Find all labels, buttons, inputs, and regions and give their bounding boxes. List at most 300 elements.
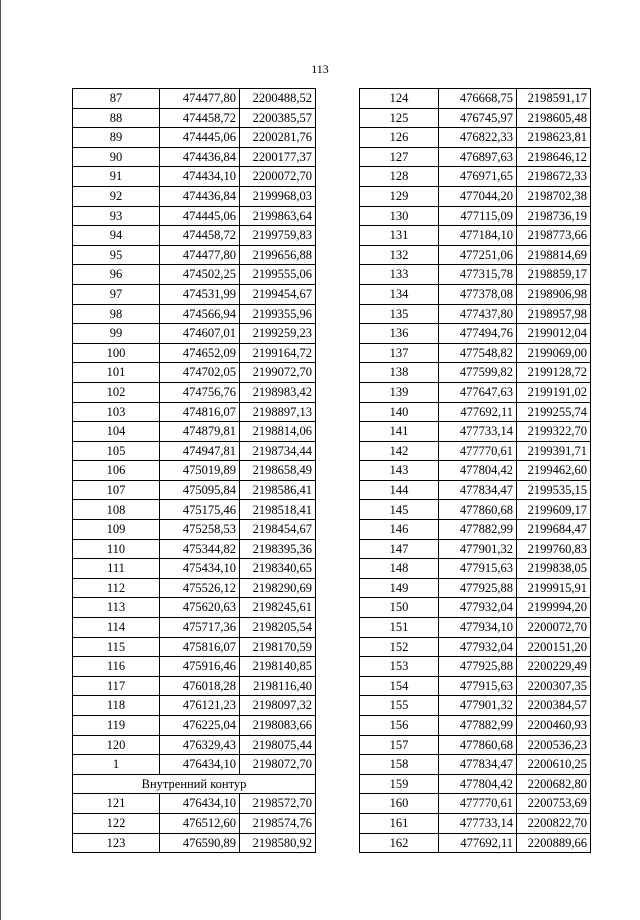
point-number-cell: 90 <box>73 147 160 167</box>
table-row <box>360 89 591 109</box>
x-coordinate-cell: 477251,06 <box>439 245 517 265</box>
x-coordinate-cell: 475175,46 <box>160 500 240 520</box>
table-row <box>360 833 591 853</box>
x-coordinate-cell: 477733,14 <box>439 813 517 833</box>
x-coordinate-cell: 477804,42 <box>439 774 517 794</box>
x-coordinate-cell: 477932,04 <box>439 598 517 618</box>
table-row <box>360 813 591 833</box>
y-coordinate-cell: 2198245,61 <box>240 598 316 618</box>
point-number-cell: 125 <box>360 108 439 128</box>
table-row <box>360 226 591 246</box>
x-coordinate-cell: 476434,10 <box>160 755 240 775</box>
y-coordinate-cell: 2199555,06 <box>240 265 316 285</box>
coordinates-table-left-body <box>73 89 316 853</box>
point-number-cell: 142 <box>360 441 439 461</box>
table-row <box>360 500 591 520</box>
point-number-cell: 127 <box>360 147 439 167</box>
point-number-cell: 111 <box>73 559 160 579</box>
y-coordinate-cell: 2199069,00 <box>517 343 591 363</box>
table-row <box>73 324 316 344</box>
x-coordinate-cell: 477437,80 <box>439 304 517 324</box>
point-number-cell: 153 <box>360 657 439 677</box>
table-row <box>360 755 591 775</box>
y-coordinate-cell: 2198454,67 <box>240 520 316 540</box>
point-number-cell: 99 <box>73 324 160 344</box>
x-coordinate-cell: 474477,80 <box>160 89 240 109</box>
y-coordinate-cell: 2200822,70 <box>517 813 591 833</box>
x-coordinate-cell: 475717,36 <box>160 618 240 638</box>
x-coordinate-cell: 474458,72 <box>160 226 240 246</box>
x-coordinate-cell: 474445,06 <box>160 128 240 148</box>
x-coordinate-cell: 474947,81 <box>160 441 240 461</box>
y-coordinate-cell: 2198957,98 <box>517 304 591 324</box>
point-number-cell: 133 <box>360 265 439 285</box>
y-coordinate-cell: 2198205,54 <box>240 618 316 638</box>
y-coordinate-cell: 2200536,23 <box>517 735 591 755</box>
y-coordinate-cell: 2198340,65 <box>240 559 316 579</box>
point-number-cell: 89 <box>73 128 160 148</box>
point-number-cell: 130 <box>360 206 439 226</box>
point-number-cell: 108 <box>73 500 160 520</box>
y-coordinate-cell: 2200385,57 <box>240 108 316 128</box>
point-number-cell: 93 <box>73 206 160 226</box>
point-number-cell: 129 <box>360 186 439 206</box>
y-coordinate-cell: 2200072,70 <box>240 167 316 187</box>
point-number-cell: 104 <box>73 422 160 442</box>
page-number: 113 <box>311 62 329 76</box>
x-coordinate-cell: 477770,61 <box>439 441 517 461</box>
table-row <box>73 422 316 442</box>
table-row <box>73 716 316 736</box>
point-number-cell: 113 <box>73 598 160 618</box>
point-number-cell: 156 <box>360 716 439 736</box>
x-coordinate-cell: 477834,47 <box>439 755 517 775</box>
table-row <box>73 794 316 814</box>
y-coordinate-cell: 2200281,76 <box>240 128 316 148</box>
x-coordinate-cell: 474445,06 <box>160 206 240 226</box>
y-coordinate-cell: 2199191,02 <box>517 382 591 402</box>
y-coordinate-cell: 2199535,15 <box>517 480 591 500</box>
point-number-cell: 105 <box>73 441 160 461</box>
point-number-cell: 137 <box>360 343 439 363</box>
table-row <box>73 461 316 481</box>
table-row <box>73 226 316 246</box>
x-coordinate-cell: 476018,28 <box>160 676 240 696</box>
x-coordinate-cell: 475816,07 <box>160 637 240 657</box>
x-coordinate-cell: 477901,32 <box>439 696 517 716</box>
point-number-cell: 112 <box>73 578 160 598</box>
x-coordinate-cell: 477692,11 <box>439 402 517 422</box>
table-row <box>73 186 316 206</box>
x-coordinate-cell: 474434,10 <box>160 167 240 187</box>
table-row <box>360 539 591 559</box>
y-coordinate-cell: 2199012,04 <box>517 324 591 344</box>
y-coordinate-cell: 2199863,64 <box>240 206 316 226</box>
point-number-cell: 128 <box>360 167 439 187</box>
x-coordinate-cell: 476121,23 <box>160 696 240 716</box>
y-coordinate-cell: 2199838,05 <box>517 559 591 579</box>
point-number-cell: 114 <box>73 618 160 638</box>
x-coordinate-cell: 477934,10 <box>439 618 517 638</box>
table-row <box>73 284 316 304</box>
point-number-cell: 96 <box>73 265 160 285</box>
x-coordinate-cell: 477647,63 <box>439 382 517 402</box>
table-row <box>360 578 591 598</box>
x-coordinate-cell: 477834,47 <box>439 480 517 500</box>
x-coordinate-cell: 476822,33 <box>439 128 517 148</box>
x-coordinate-cell: 474879,81 <box>160 422 240 442</box>
y-coordinate-cell: 2199454,67 <box>240 284 316 304</box>
table-row <box>360 147 591 167</box>
point-number-cell: 131 <box>360 226 439 246</box>
table-row <box>73 637 316 657</box>
point-number-cell: 144 <box>360 480 439 500</box>
y-coordinate-cell: 2199609,17 <box>517 500 591 520</box>
table-row <box>73 265 316 285</box>
y-coordinate-cell: 2198097,32 <box>240 696 316 716</box>
point-number-cell: 136 <box>360 324 439 344</box>
y-coordinate-cell: 2198395,36 <box>240 539 316 559</box>
point-number-cell: 139 <box>360 382 439 402</box>
point-number-cell: 154 <box>360 676 439 696</box>
table-row <box>360 343 591 363</box>
table-row <box>360 108 591 128</box>
point-number-cell: 126 <box>360 128 439 148</box>
x-coordinate-cell: 475916,46 <box>160 657 240 677</box>
table-row <box>73 402 316 422</box>
y-coordinate-cell: 2198290,69 <box>240 578 316 598</box>
y-coordinate-cell: 2199128,72 <box>517 363 591 383</box>
table-row <box>360 716 591 736</box>
table-row <box>360 324 591 344</box>
point-number-cell: 116 <box>73 657 160 677</box>
x-coordinate-cell: 474436,84 <box>160 186 240 206</box>
y-coordinate-cell: 2198605,48 <box>517 108 591 128</box>
y-coordinate-cell: 2198116,40 <box>240 676 316 696</box>
y-coordinate-cell: 2198734,44 <box>240 441 316 461</box>
y-coordinate-cell: 2200177,37 <box>240 147 316 167</box>
y-coordinate-cell: 2200229,49 <box>517 657 591 677</box>
table-row <box>73 245 316 265</box>
y-coordinate-cell: 2199759,83 <box>240 226 316 246</box>
y-coordinate-cell: 2200610,25 <box>517 755 591 775</box>
point-number-cell: 123 <box>73 833 160 853</box>
y-coordinate-cell: 2198983,42 <box>240 382 316 402</box>
x-coordinate-cell: 475526,12 <box>160 578 240 598</box>
y-coordinate-cell: 2200151,20 <box>517 637 591 657</box>
y-coordinate-cell: 2198140,85 <box>240 657 316 677</box>
y-coordinate-cell: 2200889,66 <box>517 833 591 853</box>
y-coordinate-cell: 2198646,12 <box>517 147 591 167</box>
point-number-cell: 141 <box>360 422 439 442</box>
table-row <box>360 304 591 324</box>
y-coordinate-cell: 2198859,17 <box>517 265 591 285</box>
x-coordinate-cell: 476897,63 <box>439 147 517 167</box>
y-coordinate-cell: 2198736,19 <box>517 206 591 226</box>
point-number-cell: 92 <box>73 186 160 206</box>
y-coordinate-cell: 2199656,88 <box>240 245 316 265</box>
table-row <box>360 559 591 579</box>
point-number-cell: 152 <box>360 637 439 657</box>
x-coordinate-cell: 477044,20 <box>439 186 517 206</box>
y-coordinate-cell: 2200384,57 <box>517 696 591 716</box>
table-row <box>360 774 591 794</box>
point-number-cell: 94 <box>73 226 160 246</box>
y-coordinate-cell: 2200460,93 <box>517 716 591 736</box>
table-row <box>360 794 591 814</box>
y-coordinate-cell: 2198814,06 <box>240 422 316 442</box>
table-row <box>73 520 316 540</box>
x-coordinate-cell: 475258,53 <box>160 520 240 540</box>
point-number-cell: 91 <box>73 167 160 187</box>
table-row <box>360 461 591 481</box>
y-coordinate-cell: 2198170,59 <box>240 637 316 657</box>
point-number-cell: 140 <box>360 402 439 422</box>
point-number-cell: 1 <box>73 755 160 775</box>
y-coordinate-cell: 2199684,47 <box>517 520 591 540</box>
x-coordinate-cell: 477804,42 <box>439 461 517 481</box>
table-row <box>73 108 316 128</box>
y-coordinate-cell: 2199391,71 <box>517 441 591 461</box>
x-coordinate-cell: 476668,75 <box>439 89 517 109</box>
x-coordinate-cell: 475620,63 <box>160 598 240 618</box>
table-row <box>73 696 316 716</box>
table-row <box>73 618 316 638</box>
point-number-cell: 155 <box>360 696 439 716</box>
point-number-cell: 95 <box>73 245 160 265</box>
y-coordinate-cell: 2198574,76 <box>240 813 316 833</box>
table-row <box>360 618 591 638</box>
table-row <box>73 735 316 755</box>
table-row <box>360 206 591 226</box>
point-number-cell: 100 <box>73 343 160 363</box>
x-coordinate-cell: 477915,63 <box>439 676 517 696</box>
coordinates-table-left <box>72 88 316 853</box>
table-row <box>360 186 591 206</box>
point-number-cell: 107 <box>73 480 160 500</box>
y-coordinate-cell: 2199322,70 <box>517 422 591 442</box>
table-row <box>360 637 591 657</box>
x-coordinate-cell: 476434,10 <box>160 794 240 814</box>
x-coordinate-cell: 477860,68 <box>439 735 517 755</box>
y-coordinate-cell: 2198072,70 <box>240 755 316 775</box>
point-number-cell: 106 <box>73 461 160 481</box>
table-row <box>73 676 316 696</box>
y-coordinate-cell: 2200072,70 <box>517 618 591 638</box>
point-number-cell: 101 <box>73 363 160 383</box>
point-number-cell: 138 <box>360 363 439 383</box>
point-number-cell: 97 <box>73 284 160 304</box>
y-coordinate-cell: 2198623,81 <box>517 128 591 148</box>
coordinates-table-right <box>359 88 591 853</box>
x-coordinate-cell: 476745,97 <box>439 108 517 128</box>
x-coordinate-cell: 474477,80 <box>160 245 240 265</box>
x-coordinate-cell: 477925,88 <box>439 657 517 677</box>
section-row <box>73 774 316 794</box>
point-number-cell: 124 <box>360 89 439 109</box>
x-coordinate-cell: 477184,10 <box>439 226 517 246</box>
x-coordinate-cell: 474436,84 <box>160 147 240 167</box>
point-number-cell: 115 <box>73 637 160 657</box>
x-coordinate-cell: 474566,94 <box>160 304 240 324</box>
table-row <box>360 265 591 285</box>
table-row <box>73 480 316 500</box>
table-row <box>73 813 316 833</box>
table-row <box>360 363 591 383</box>
y-coordinate-cell: 2198658,49 <box>240 461 316 481</box>
x-coordinate-cell: 477115,09 <box>439 206 517 226</box>
x-coordinate-cell: 474531,99 <box>160 284 240 304</box>
point-number-cell: 150 <box>360 598 439 618</box>
point-number-cell: 87 <box>73 89 160 109</box>
y-coordinate-cell: 2198702,38 <box>517 186 591 206</box>
x-coordinate-cell: 475019,89 <box>160 461 240 481</box>
y-coordinate-cell: 2198906,98 <box>517 284 591 304</box>
x-coordinate-cell: 477548,82 <box>439 343 517 363</box>
table-row <box>360 167 591 187</box>
x-coordinate-cell: 474702,05 <box>160 363 240 383</box>
table-row <box>360 598 591 618</box>
y-coordinate-cell: 2198586,41 <box>240 480 316 500</box>
y-coordinate-cell: 2199255,74 <box>517 402 591 422</box>
x-coordinate-cell: 477378,08 <box>439 284 517 304</box>
coordinates-table-right-body <box>360 89 591 853</box>
table-row <box>73 343 316 363</box>
x-coordinate-cell: 477901,32 <box>439 539 517 559</box>
point-number-cell: 120 <box>73 735 160 755</box>
table-row <box>360 696 591 716</box>
table-row <box>73 833 316 853</box>
table-row <box>360 422 591 442</box>
table-row <box>73 755 316 775</box>
x-coordinate-cell: 477882,99 <box>439 520 517 540</box>
table-row <box>73 147 316 167</box>
table-row <box>73 304 316 324</box>
table-row <box>73 578 316 598</box>
table-row <box>73 559 316 579</box>
y-coordinate-cell: 2199915,91 <box>517 578 591 598</box>
x-coordinate-cell: 474652,09 <box>160 343 240 363</box>
x-coordinate-cell: 474816,07 <box>160 402 240 422</box>
point-number-cell: 148 <box>360 559 439 579</box>
point-number-cell: 135 <box>360 304 439 324</box>
x-coordinate-cell: 477915,63 <box>439 559 517 579</box>
x-coordinate-cell: 477315,78 <box>439 265 517 285</box>
x-coordinate-cell: 475434,10 <box>160 559 240 579</box>
x-coordinate-cell: 476590,89 <box>160 833 240 853</box>
y-coordinate-cell: 2198814,69 <box>517 245 591 265</box>
x-coordinate-cell: 474458,72 <box>160 108 240 128</box>
table-row <box>73 598 316 618</box>
y-coordinate-cell: 2198591,17 <box>517 89 591 109</box>
point-number-cell: 158 <box>360 755 439 775</box>
table-row <box>73 206 316 226</box>
point-number-cell: 143 <box>360 461 439 481</box>
x-coordinate-cell: 476512,60 <box>160 813 240 833</box>
point-number-cell: 103 <box>73 402 160 422</box>
point-number-cell: 122 <box>73 813 160 833</box>
x-coordinate-cell: 477599,82 <box>439 363 517 383</box>
table-row <box>73 539 316 559</box>
table-row <box>73 89 316 109</box>
table-row <box>360 128 591 148</box>
point-number-cell: 121 <box>73 794 160 814</box>
y-coordinate-cell: 2198897,13 <box>240 402 316 422</box>
y-coordinate-cell: 2198075,44 <box>240 735 316 755</box>
table-row <box>73 382 316 402</box>
y-coordinate-cell: 2198580,92 <box>240 833 316 853</box>
x-coordinate-cell: 477882,99 <box>439 716 517 736</box>
point-number-cell: 162 <box>360 833 439 853</box>
point-number-cell: 118 <box>73 696 160 716</box>
y-coordinate-cell: 2199072,70 <box>240 363 316 383</box>
table-row <box>360 284 591 304</box>
point-number-cell: 146 <box>360 520 439 540</box>
y-coordinate-cell: 2199968,03 <box>240 186 316 206</box>
point-number-cell: 159 <box>360 774 439 794</box>
table-row <box>360 520 591 540</box>
point-number-cell: 134 <box>360 284 439 304</box>
point-number-cell: 145 <box>360 500 439 520</box>
y-coordinate-cell: 2200682,80 <box>517 774 591 794</box>
point-number-cell: 119 <box>73 716 160 736</box>
x-coordinate-cell: 477770,61 <box>439 794 517 814</box>
table-row <box>360 657 591 677</box>
x-coordinate-cell: 477494,76 <box>439 324 517 344</box>
table-row <box>73 128 316 148</box>
y-coordinate-cell: 2199259,23 <box>240 324 316 344</box>
x-coordinate-cell: 477733,14 <box>439 422 517 442</box>
section-title-inner-contour: Внутренний контур <box>73 774 316 794</box>
x-coordinate-cell: 476329,43 <box>160 735 240 755</box>
x-coordinate-cell: 475344,82 <box>160 539 240 559</box>
point-number-cell: 102 <box>73 382 160 402</box>
x-coordinate-cell: 474756,76 <box>160 382 240 402</box>
x-coordinate-cell: 477860,68 <box>439 500 517 520</box>
table-row <box>360 382 591 402</box>
table-row <box>73 441 316 461</box>
y-coordinate-cell: 2199994,20 <box>517 598 591 618</box>
y-coordinate-cell: 2200488,52 <box>240 89 316 109</box>
x-coordinate-cell: 477925,88 <box>439 578 517 598</box>
point-number-cell: 149 <box>360 578 439 598</box>
y-coordinate-cell: 2198518,41 <box>240 500 316 520</box>
y-coordinate-cell: 2198672,33 <box>517 167 591 187</box>
table-row <box>360 480 591 500</box>
y-coordinate-cell: 2199355,96 <box>240 304 316 324</box>
table-row <box>360 245 591 265</box>
point-number-cell: 132 <box>360 245 439 265</box>
table-row <box>360 441 591 461</box>
point-number-cell: 117 <box>73 676 160 696</box>
x-coordinate-cell: 477692,11 <box>439 833 517 853</box>
x-coordinate-cell: 476971,65 <box>439 167 517 187</box>
page-edge <box>0 0 1 920</box>
point-number-cell: 161 <box>360 813 439 833</box>
point-number-cell: 110 <box>73 539 160 559</box>
y-coordinate-cell: 2200753,69 <box>517 794 591 814</box>
x-coordinate-cell: 474502,25 <box>160 265 240 285</box>
point-number-cell: 160 <box>360 794 439 814</box>
point-number-cell: 147 <box>360 539 439 559</box>
table-row <box>73 500 316 520</box>
x-coordinate-cell: 475095,84 <box>160 480 240 500</box>
point-number-cell: 157 <box>360 735 439 755</box>
x-coordinate-cell: 476225,04 <box>160 716 240 736</box>
point-number-cell: 98 <box>73 304 160 324</box>
y-coordinate-cell: 2199462,60 <box>517 461 591 481</box>
table-row <box>73 657 316 677</box>
